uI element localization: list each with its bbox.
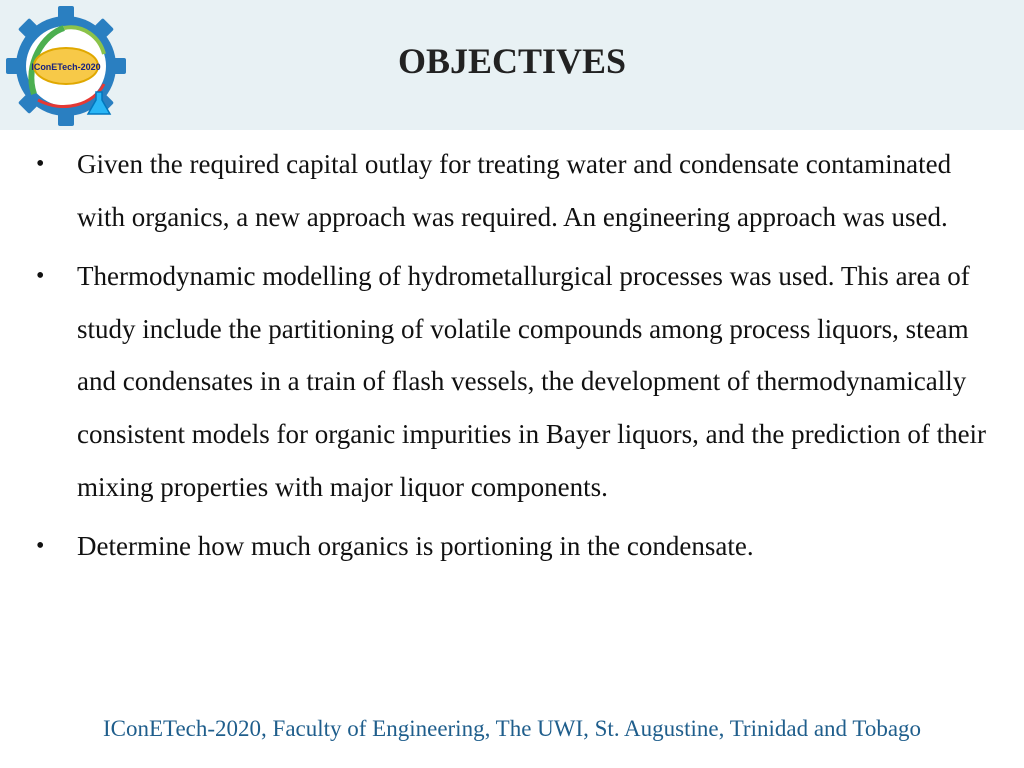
- bullet-icon: •: [36, 151, 45, 177]
- list-item-text: Thermodynamic modelling of hydrometallurgical processes was used. This area of study include the partitioning of volatile compounds among process liquors, steam and condensates in a train of flash vessels, the development of thermodynamically consistent models for organic impurities in Bayer liquors, and the prediction of their mixing properties with major liquor components.: [77, 261, 987, 502]
- bullet-icon: •: [36, 533, 45, 560]
- list-item: [0, 520, 1024, 573]
- list-item-text: Determine how much organics is portioning in the condensate.: [77, 531, 754, 562]
- bullet-icon: •: [36, 263, 45, 290]
- footer-text: IConETech-2020, Faculty of Engineering, The UWI, St. Augustine, Trinidad and Tobago: [102, 716, 922, 741]
- list-item: [0, 138, 1024, 243]
- page-title: OBJECTIVES: [397, 41, 627, 81]
- list-item: [0, 250, 1024, 513]
- header-band: [0, 0, 1024, 130]
- objectives-list: [0, 138, 1024, 580]
- logo-text: IConETech-2020: [31, 62, 101, 72]
- list-item-text: Given the required capital outlay for treating water and condensate contaminated with organics, a new approach was required. An engineering approach was used.: [77, 149, 952, 232]
